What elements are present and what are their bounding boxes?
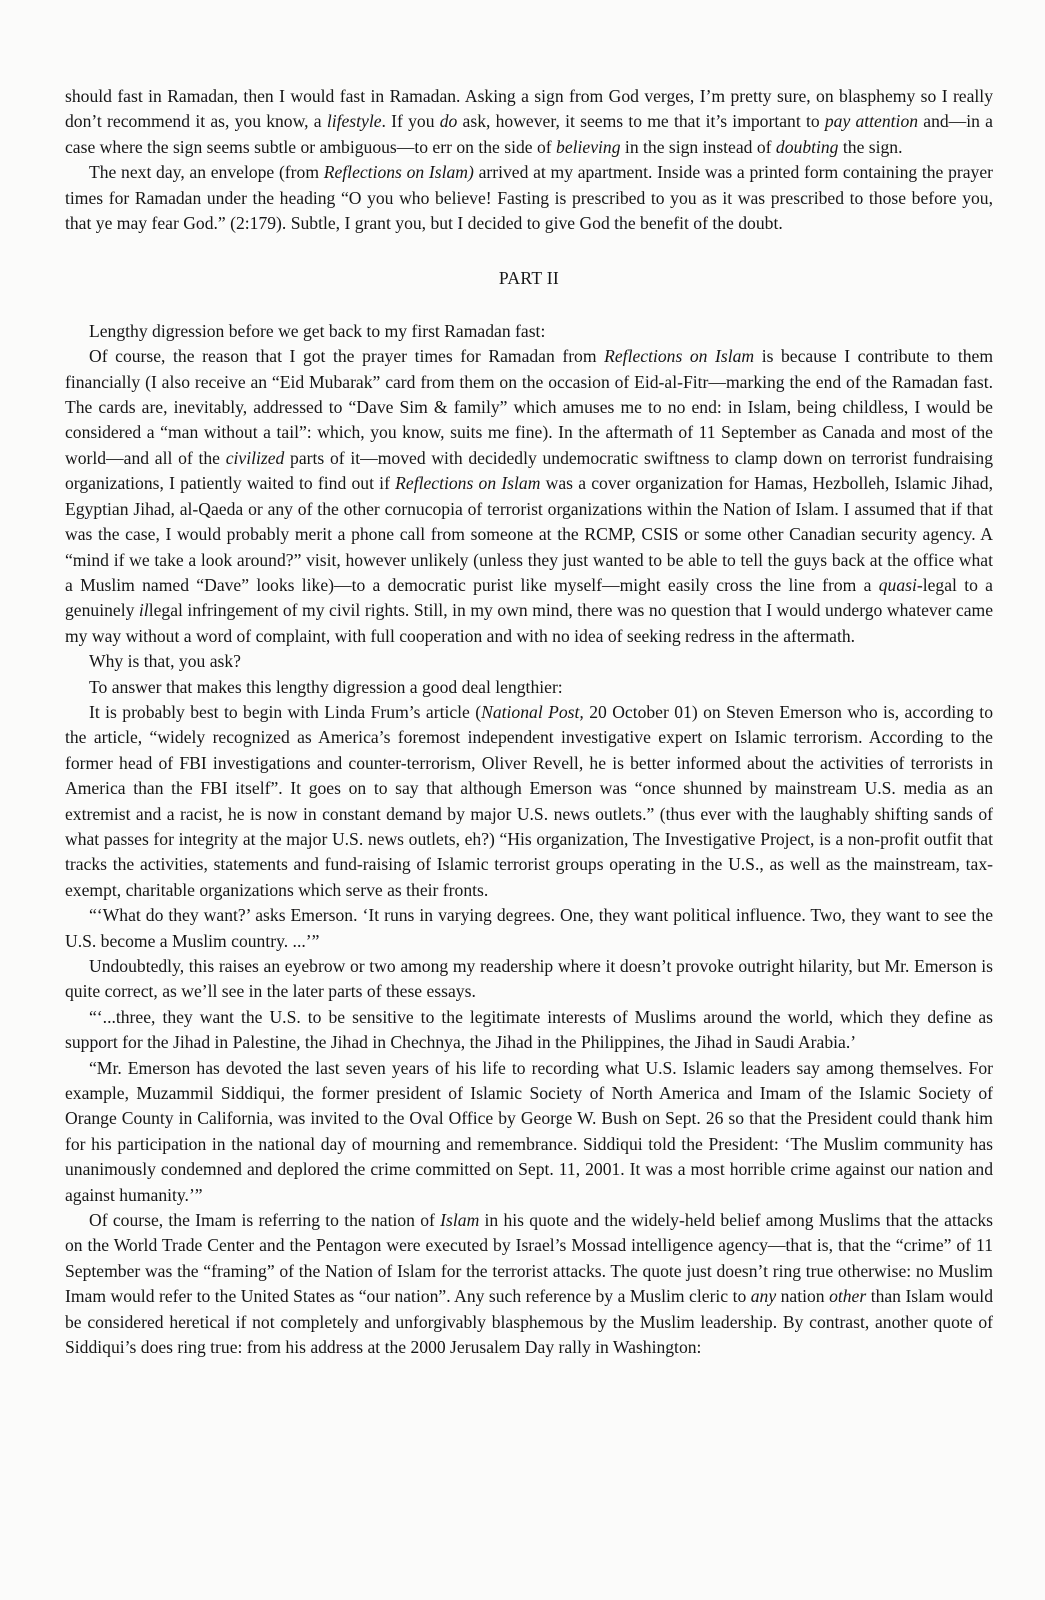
paragraph: Of course, the reason that I got the prayer times for Ramadan from Reflections on Islam is because I contribute to them financially (I also receive an “Eid Mubarak” card from them on the occasion of Eid-al-Fitr—marking the end of the Ramadan fast. The cards are, inevitably, addressed to “Dave Sim & family” which amuses me to no end: in Islam, being childless, I would be considered a “man without a tail”: which, you know, suits me fine). In the aftermath of 11 September as Canada and most of the world—and all of the civilized parts of it—moved with decidedly undemocratic swiftness to clamp down on terrorist fundraising organizations, I patiently waited to find out if Reflections on Islam was a cover organization for Hamas, Hezbolleh, Islamic Jihad, Egyptian Jihad, al-Qaeda or any of the other cornucopia of terrorist organizations within the Nation of Islam. I assumed that if that was the case, I would probably merit a phone call from someone at the RCMP, CSIS or some other Canadian security agency. A “mind if we take a look around?” visit, however unlikely (unless they just wanted to be able to tell the guys back at the office what a Muslim named “Dave” looks like)—to a democratic purist like myself—might easily cross the line from a quasi-legal to a genuinely illegal infringement of my civil rights. Still, in my own mind, there was no question that I would undergo whatever came my way without a word of complaint, with full cooperation and with no idea of seeking redress in the aftermath. [65, 346, 994, 646]
paragraph: It is probably best to begin with Linda Frum’s article (National Post, 20 October 01) on Steven Emerson who is, according to the article, “widely recognized as America’s foremost independent investigative expert on Islamic terrorism. According to the former head of FBI investigations and counter-terrorism, Oliver Revell, he is better informed about the activities of terrorists in America than the FBI itself”. It goes on to say that although Emerson was “once shunned by mainstream U.S. media as an extremist and a racist, he is now in constant demand by major U.S. news outlets.” (thus ever with the laughably shifting sands of what passes for integrity at the major U.S. news outlets, eh?) “His organization, The Investigative Project, is a non-profit outfit that tracks the activities, statements and fund-raising of Islamic terrorist groups operating in the U.S., as well as the mainstream, tax-exempt, charitable organizations which serve as their fronts. [65, 701, 993, 900]
paragraph: To answer that makes this lengthy digression a good deal lengthier: [89, 676, 563, 697]
paragraph: “‘...three, they want the U.S. to be sensitive to the legitimate interests of Muslims around the world, which they define as support for the Jihad in Palestine, the Jihad in Chechnya, the Jihad in the Philippines, the Jihad in Saudi Arabia.’ [65, 1006, 993, 1053]
paragraph: Lengthy digression before we get back to my first Ramadan fast: [89, 320, 546, 341]
paragraph: should fast in Ramadan, then I would fast in Ramadan. Asking a sign from God verges, I’m pretty sure, on blasphemy so I really don’t recommend it as, you know, a lifestyle. If you do ask, however, it seems to me that it’s important to pay attention and—in a case where the sign seems subtle or ambiguous—to err on the side of believing in the sign instead of doubting the sign. [65, 86, 993, 157]
paragraph: “Mr. Emerson has devoted the last seven years of his life to recording what U.S. Islamic leaders say among themselves. For example, Muzammil Siddiqui, the former president of Islamic Society of North America and Imam of the Islamic Society of Orange County in California, was invited to the Oval Office by George W. Bush on Sept. 26 so that the President could thank him for his participation in the national day of mourning and remembrance. Siddiqui told the President: ‘The Muslim community has unanimously condemned and deplored the crime committed on Sept. 11, 2001. It was a most horrible crime against our nation and against humanity.’” [65, 1057, 993, 1205]
part1-body [65, 84, 993, 236]
part2-body [65, 319, 993, 1361]
document-page [65, 84, 993, 1361]
paragraph: “‘What do they want?’ asks Emerson. ‘It runs in varying degrees. One, they want political influence. Two, they want to see the U.S. become a Muslim country. ...’” [65, 905, 993, 951]
paragraph: Undoubtedly, this raises an eyebrow or two among my readership where it doesn’t provoke outright hilarity, but Mr. Emerson is quite correct, as we’ll see in the later parts of these essays. [65, 956, 993, 1002]
section-heading: PART II [498, 268, 560, 289]
paragraph: The next day, an envelope (from Reflections on Islam) arrived at my apartment. Inside was a printed form containing the prayer times for Ramadan under the heading “O you who believe! Fasting is prescribed to you as it was prescribed to those before you, that ye may fear God.” (2:179). Subtle, I grant you, but I decided to give God the benefit of the doubt. [65, 162, 994, 234]
paragraph: Why is that, you ask? [89, 651, 241, 672]
paragraph: Of course, the Imam is referring to the nation of Islam in his quote and the widely-held belief among Muslims that the attacks on the World Trade Center and the Pentagon were executed by Israel’s Mossad intelligence agency—that is, that the “crime” of 11 September was the “framing” of the Nation of Islam for the terrorist attacks. The quote just doesn’t ring true otherwise: no Muslim Imam would refer to the United States as “our nation”. Any such reference by a Muslim cleric to any nation other than Islam would be considered heretical if not completely and unforgivably blasphemous by the Muslim leadership. By contrast, another quote of Siddiqui’s does ring true: from his address at the 2000 Jerusalem Day rally in Washington: [65, 1210, 993, 1358]
